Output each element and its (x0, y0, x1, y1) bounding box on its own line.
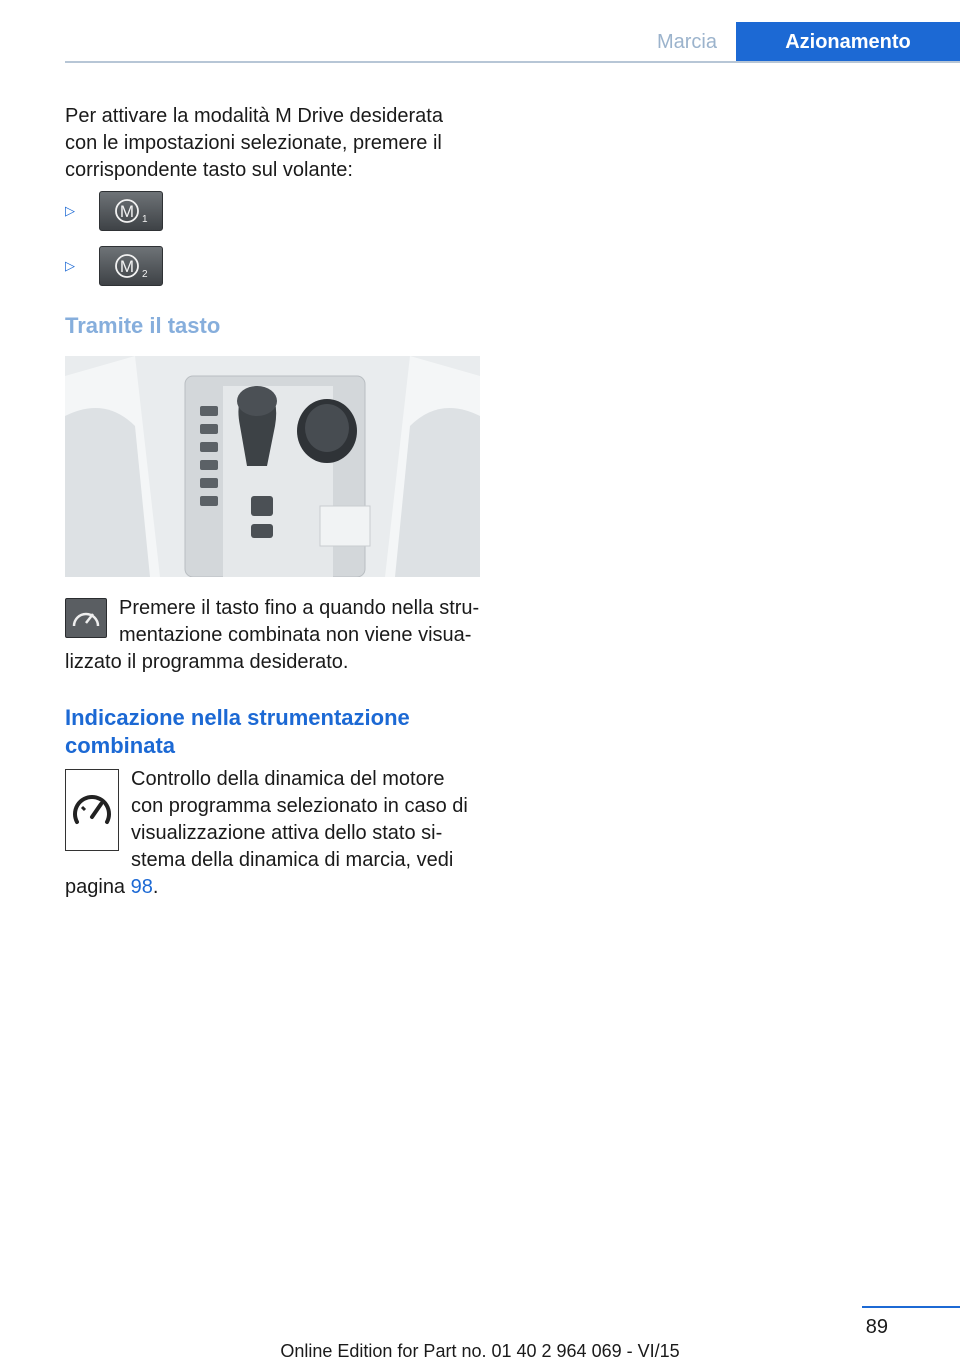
list-item-m2 (65, 246, 163, 286)
m1-glyph (106, 196, 156, 226)
svg-text:M: M (119, 202, 135, 221)
page-number: 89 (865, 1316, 888, 1338)
indicazione-block (65, 766, 480, 901)
center-console-photo (65, 356, 480, 577)
svg-text:2: 2 (142, 269, 148, 280)
premere-text: Premere il tasto fino a quando nella strumentazione combinata non viene visualizzato il programma desiderato. (65, 597, 480, 673)
page-header (638, 22, 960, 62)
footer-rule (862, 1306, 960, 1308)
header-section: Marcia (656, 30, 717, 53)
svg-text:M: M (119, 257, 135, 276)
premere-block (65, 595, 480, 676)
triangle-right-icon: ▷ (65, 203, 75, 218)
speedometer-icon (65, 769, 119, 851)
triangle-right-icon: ▷ (65, 258, 75, 273)
m2-button-icon (99, 246, 163, 286)
intro-text: Per attivare la modalità M Drive desiderata con le impostazioni selezionate, premere il corrispondente tasto sul volante: (65, 105, 443, 181)
edition-footer: Online Edition for Part no. 01 40 2 964 069 - VI/15 (280, 1341, 680, 1361)
section-title-tramite: Tramite il tasto (65, 313, 221, 338)
indicazione-text: Controllo della dinamica del motore con programma selezionato in caso di visualizzazione attiva dello stato sistema della dinamica di marcia, vedi pagina 98. (65, 768, 468, 898)
page-link-98[interactable]: 98 (130, 876, 153, 898)
driving-dynamics-icon (65, 598, 107, 638)
intro-paragraph (65, 103, 480, 184)
m1-button-icon (99, 191, 163, 231)
section-title-indicazione: Indicazione nella strumentazione combinata (65, 705, 410, 758)
m2-glyph (106, 251, 156, 281)
list-item-m1 (65, 191, 163, 231)
svg-text:1: 1 (142, 214, 148, 225)
header-rule (65, 61, 960, 63)
header-chapter: Azionamento (736, 22, 960, 62)
